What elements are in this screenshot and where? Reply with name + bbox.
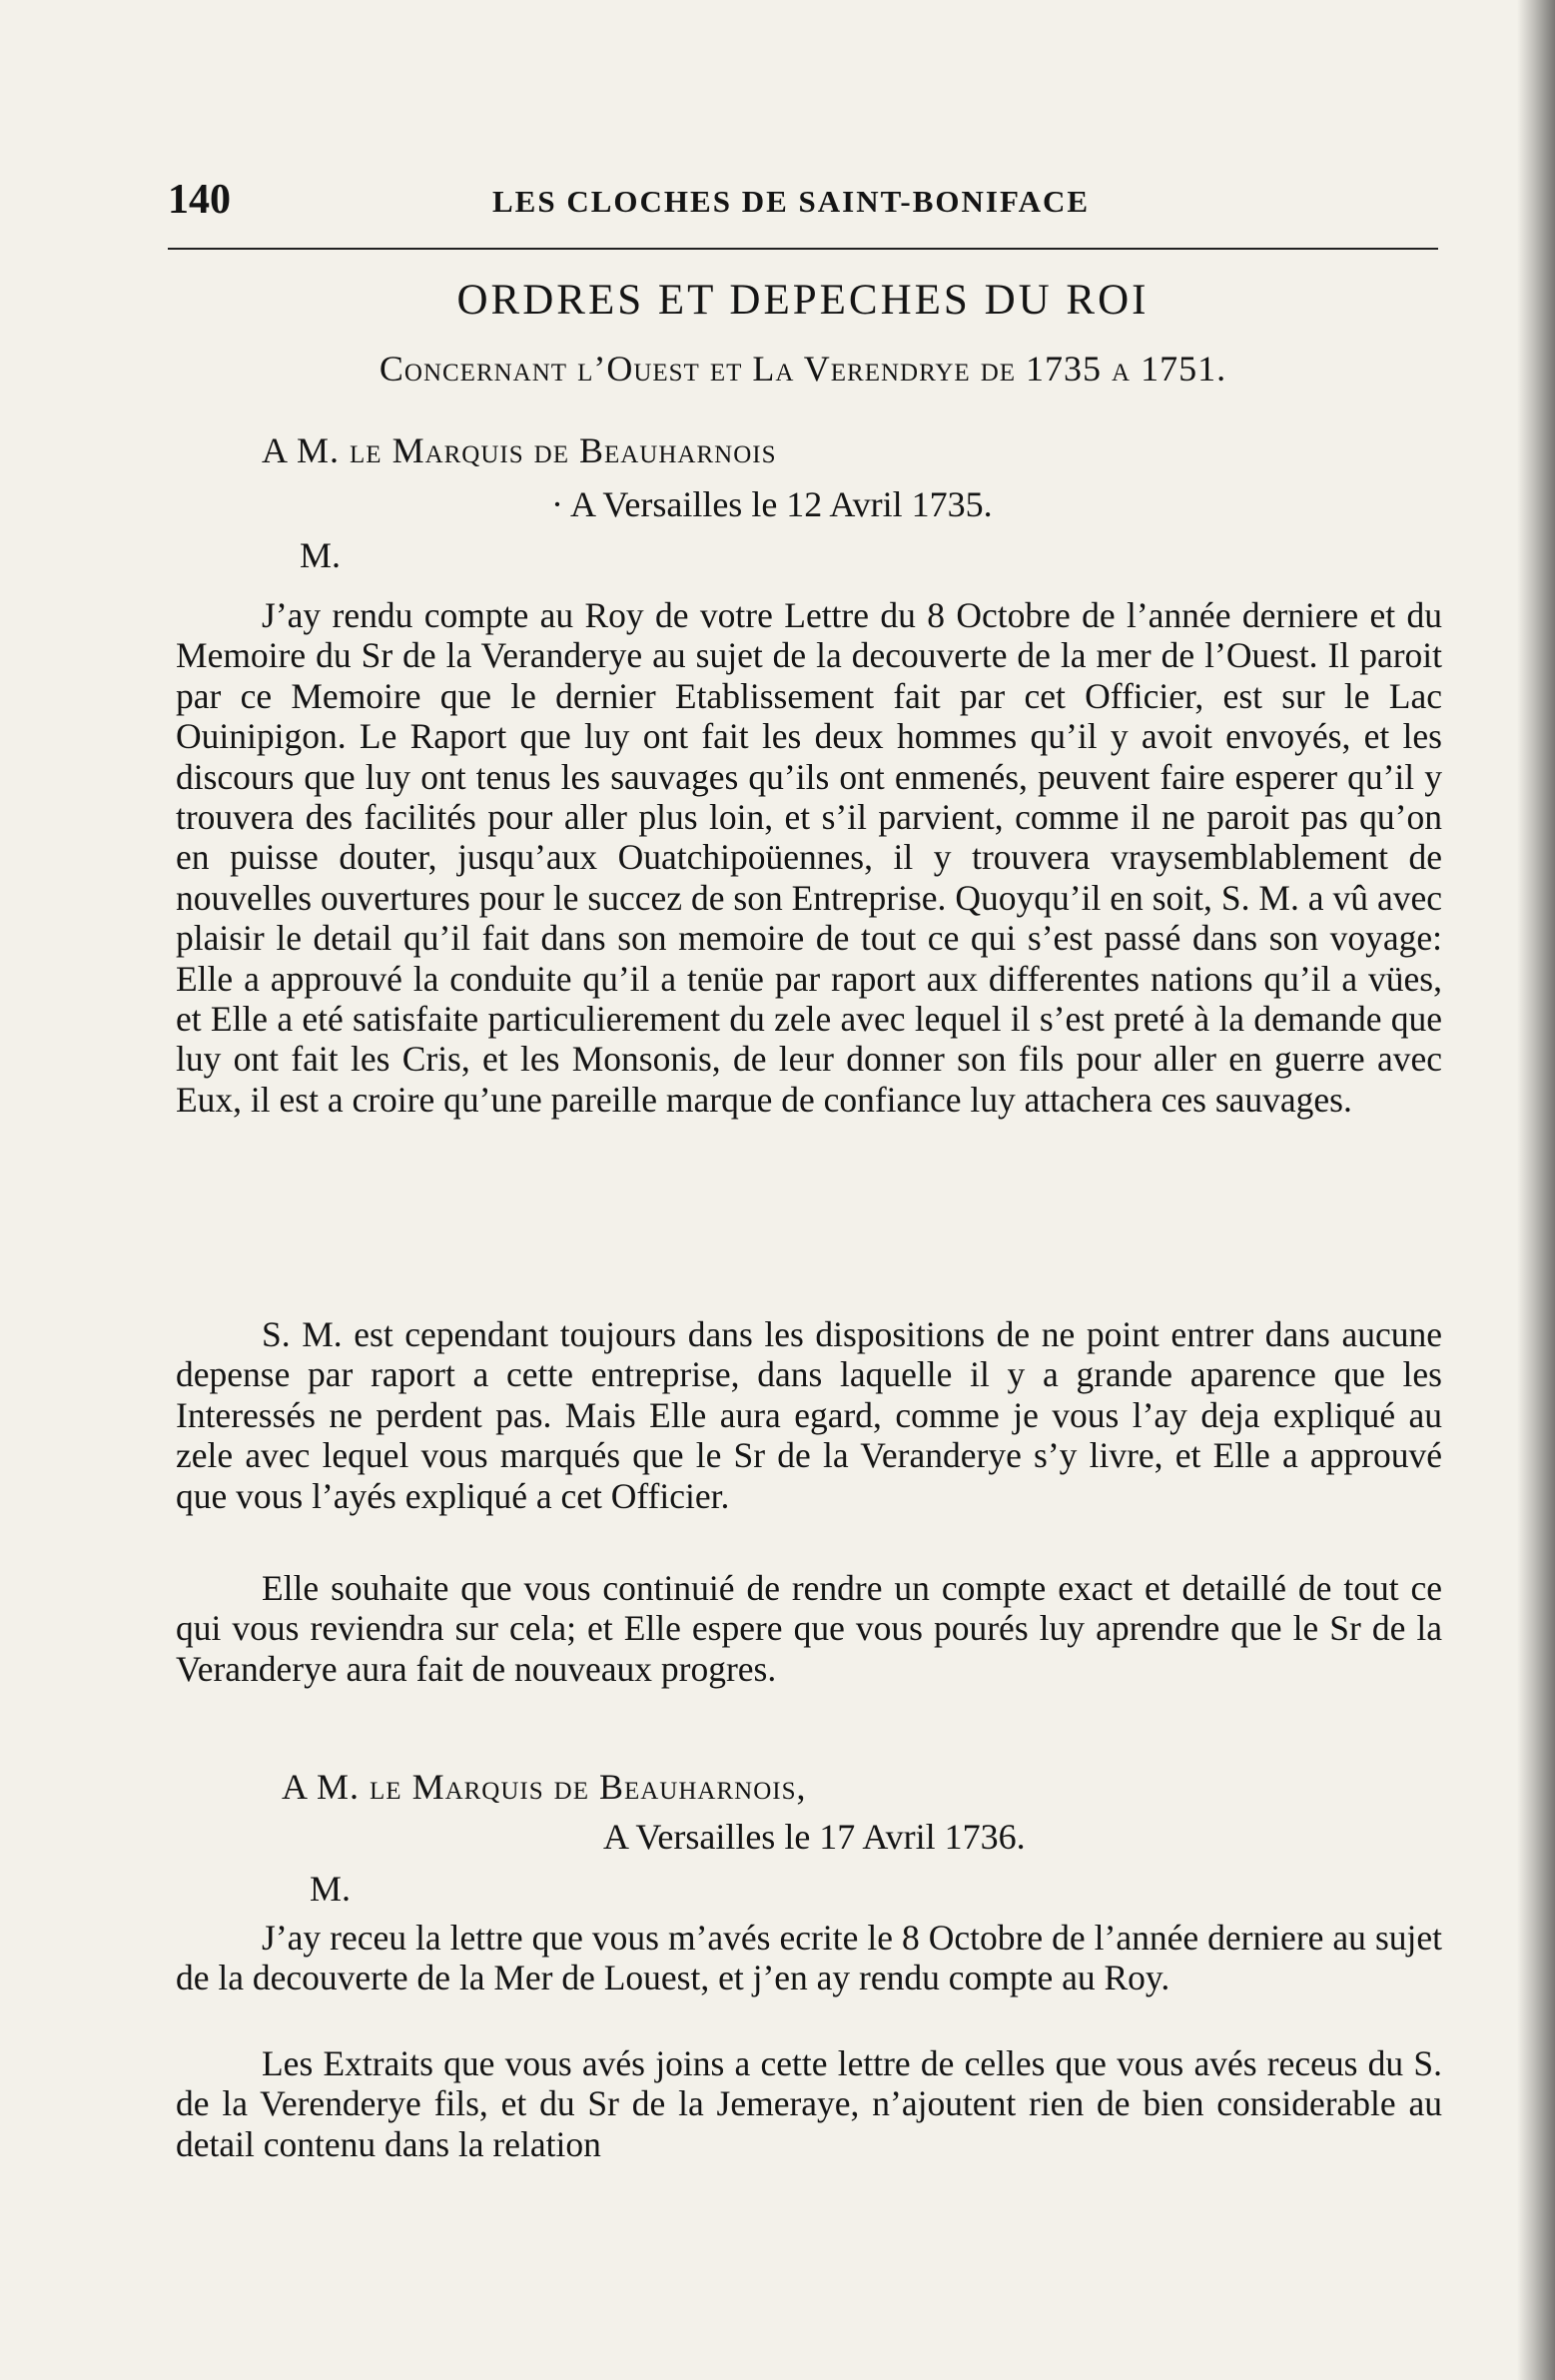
letter-1-place-date: · A Versailles le 12 Avril 1735. [551,484,993,524]
letter-1-paragraph-1: J’ay rendu compte au Roy de votre Lettre du 8 Octobre de l’année derniere et du Memoire du Sr de la Veranderye au sujet de la decouverte de la mer de l’Ouest. Il paroit par ce Memoire que le dernier Etablissement fait par cet Officier, est sur le Lac Ouinipigon. Le Raport que luy ont fait les deux hommes qu’il y avoit envoyés, et les discours que luy ont tenus les sauvages qu’ils ont enmenés, peuvent faire esperer qu’il y trouvera des facilités pour aller plus loin, et s’il parvient, comme il ne paroit pas qu’on en puisse douter, jusqu’aux Ouatchipoüennes, il y trouvera vraysemblablement de nouvelles ouvertures pour le succez de son Entreprise. Quoyqu’il en soit, S. M. a vû avec plaisir le detail qu’il fait dans son memoire de tout ce qui s’est passé dans son voyage: Elle a approuvé la conduite qu’il a tenüe par raport aux differentes nations qu’il a vües, et Elle a eté satisfaite particulierement du zele avec lequel il s’est preté à la demande que luy ont fait les Cris, et les Monsonis, de leur donner son fils pour aller en guerre avec Eux, il est a croire qu’une pareille marque de confiance luy attachera ces sauvages. [176,595,1442,1120]
page-header [168,176,1438,224]
letter-2-paragraph-2: Les Extraits que vous avés joins a cette lettre de celles que vous avés receus du S. de la Verenderye fils, et du Sr de la Jemeraye, n’ajoutent rien de bien considerable au detail contenu dans la relation [176,2043,1442,2164]
letter-2-place-date: A Versailles le 17 Avril 1736. [603,1817,1026,1857]
page-number: 140 [168,177,231,223]
letter-1-salutation: M. [300,535,342,575]
letter-1-paragraph-2: S. M. est cependant toujours dans les dispositions de ne point entrer dans aucune depense par raport a cette entreprise, dans laquelle il y a grande aparence que les Interessés ne perdent pas. Mais Elle aura egard, comme je vous l’ay deja expliqué au zele avec lequel vous marqués que le Sr de la Veranderye s’y livre, et Elle a approuvé que vous l’ayés expliqué a cet Officier. [176,1314,1442,1516]
section-subtitle: Concernant l’Ouest et La Verendrye de 1735 a 1751. [379,349,1227,389]
letter-2-addressee: A M. le Marquis de Beauharnois, [282,1767,807,1807]
section-title: ORDRES ET DEPECHES DU ROI [456,277,1150,324]
running-title: LES CLOCHES DE SAINT-BONIFACE [492,184,1091,219]
header-rule [168,248,1438,250]
letter-1-addressee: A M. le Marquis de Beauharnois [262,430,777,470]
page-edge-shadow [1517,0,1555,2380]
letter-1-paragraph-3: Elle souhaite que vous continuié de rendre un compte exact et detaillé de tout ce qui vous reviendra sur cela; et Elle espere que vous pourés luy aprendre que le Sr de la Veranderye aura fait de nouveaux progres. [176,1568,1442,1689]
letter-2-salutation: M. [310,1869,352,1909]
letter-2-paragraph-1: J’ay receu la lettre que vous m’avés ecrite le 8 Octobre de l’année derniere au sujet de la decouverte de la Mer de Louest, et j’en ay rendu compte au Roy. [176,1918,1442,1998]
